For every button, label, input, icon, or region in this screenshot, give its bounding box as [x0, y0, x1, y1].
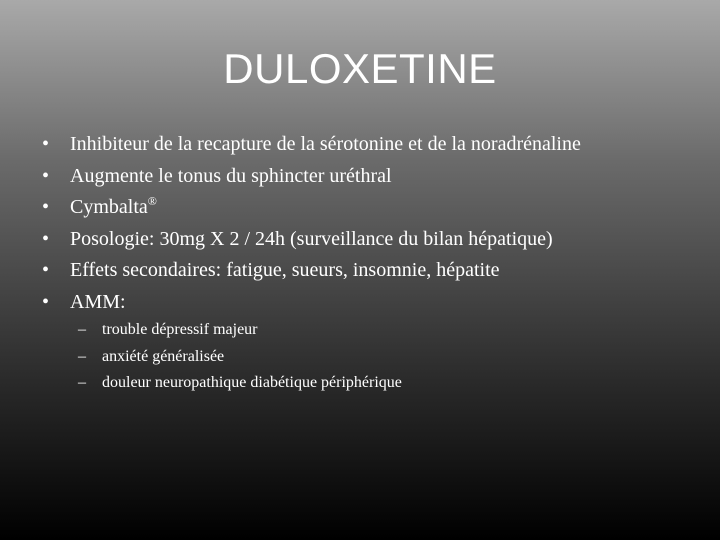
bullet-icon: •	[42, 290, 50, 313]
bullet-icon: •	[42, 164, 50, 187]
bullet-text: Cymbalta	[70, 196, 148, 218]
sub-bullet-list	[78, 320, 402, 400]
sub-bullet-text: anxiété généralisée	[102, 347, 225, 365]
bullet-text: Augmente le tonus du sphincter uréthral	[70, 164, 392, 187]
bullet-icon: •	[42, 196, 50, 218]
sub-bullet-item	[78, 373, 402, 400]
registered-mark: ®	[147, 194, 157, 208]
dash-icon: –	[78, 347, 86, 365]
bullet-item	[42, 194, 581, 226]
bullet-text: AMM:	[70, 290, 126, 313]
bullet-icon: •	[42, 133, 50, 155]
bullet-icon: •	[42, 259, 50, 281]
slide-title: DULOXETINE	[223, 45, 497, 92]
dash-icon: –	[78, 321, 86, 338]
bullet-item	[42, 257, 581, 289]
dash-icon: –	[78, 374, 86, 391]
bullet-icon: •	[42, 227, 50, 250]
bullet-item	[42, 131, 581, 163]
sub-bullet-text: trouble dépressif majeur	[102, 321, 258, 338]
bullet-text: Posologie: 30mg X 2 / 24h (surveillance du bilan hépatique)	[70, 227, 553, 250]
sub-bullet-item	[78, 320, 402, 347]
bullet-item	[42, 289, 581, 321]
bullet-list	[42, 131, 581, 320]
bullet-text: Effets secondaires: fatigue, sueurs, insomnie, hépatite	[70, 259, 500, 281]
bullet-item	[42, 163, 581, 195]
sub-bullet-item	[78, 347, 402, 374]
bullet-item	[42, 226, 581, 258]
sub-bullet-text: douleur neuropathique diabétique périphérique	[102, 374, 402, 391]
bullet-text: Inhibiteur de la recapture de la sérotonine et de la noradrénaline	[70, 133, 581, 155]
